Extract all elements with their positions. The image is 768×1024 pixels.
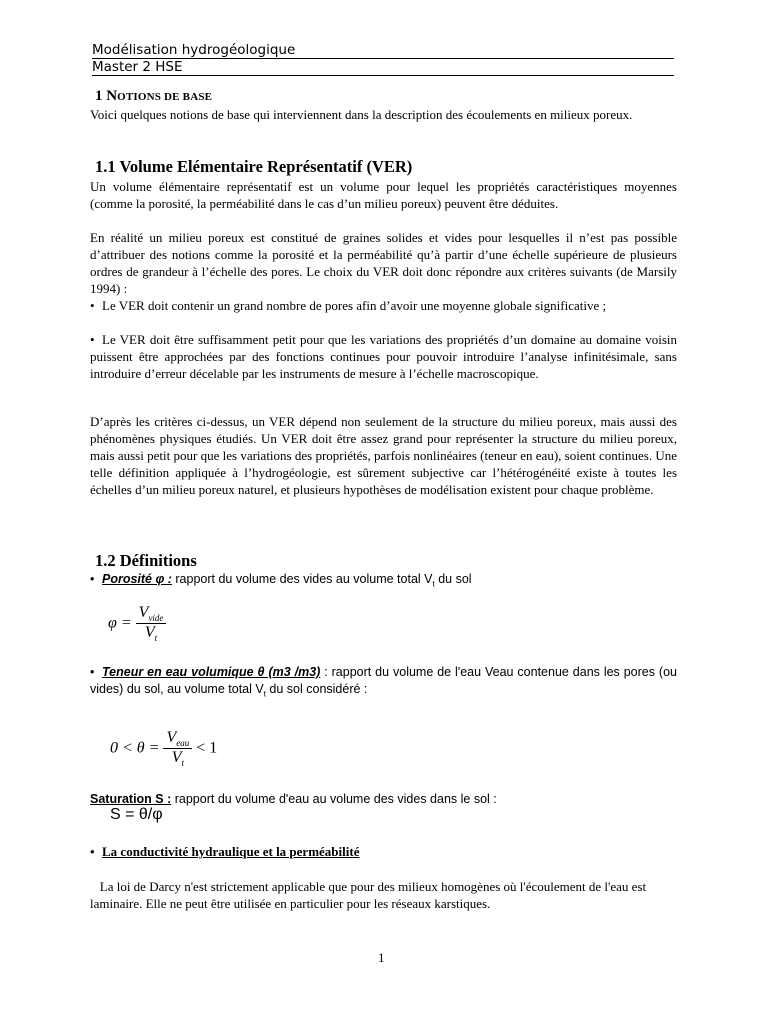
page-number: 1: [378, 950, 385, 965]
teneur-sub: t: [263, 689, 266, 699]
teneur-end: du sol considéré :: [265, 682, 368, 696]
section-1-2-heading: 1.2 Définitions: [95, 551, 197, 570]
teneur-definition: [90, 664, 677, 703]
water-content-formula: [110, 729, 217, 768]
f1-fraction: [136, 604, 167, 643]
f1-num-sub: vide: [148, 613, 164, 624]
ver-bullet-2: [90, 331, 677, 382]
ver-paragraph-2: En réalité un milieu poreux est constitué de graines solides et vides pour lesquelles il n’est pas possible d’attribuer des notions comme la porosité et la perméabilité qu’à partir d’une échelle supérieure de plusieurs ordres de grandeur à l’échelle des pores. Le choix du VER doit donc répondre aux critères suivants (de Marsily 1994) :: [90, 230, 677, 296]
bullet-icon: •: [90, 572, 95, 586]
ver-bullet-2-text: Le VER doit être suffisamment petit pour que les variations des propriétés d’un domaine au domaine voisin puissent être approchées par des fonctions continues pour pouvoir introduire l’analyse infinitésimale, sans introduire d’erreur décelable par les instruments de mesure à l’échelle macroscopique.: [90, 332, 677, 381]
header-title: Modélisation hydrogéologique: [92, 42, 674, 59]
bullet-icon: •: [90, 332, 95, 347]
section-1-1-heading: 1.1 Volume Elémentaire Représentatif (VER): [95, 157, 413, 176]
saturation-formula: S = θ/φ: [110, 806, 163, 823]
saturation-definition: [90, 791, 677, 808]
teneur-title: Teneur en eau volumique θ (m3 /m3): [102, 665, 321, 679]
porosite-title: Porosité φ :: [102, 572, 172, 586]
ver-bullet-1: [90, 297, 677, 314]
saturation-text: rapport du volume d'eau au volume des vides dans le sol :: [171, 792, 497, 806]
f2-rhs: < 1: [196, 739, 218, 757]
porosity-formula: [108, 604, 166, 643]
f2-den: V: [171, 749, 182, 767]
f2-num: V: [166, 729, 177, 746]
darcy-paragraph: La loi de Darcy n'est strictement applicable que pour des milieux homogènes où l'écoulement de l'eau est laminaire. Elle ne peut être utilisée en particulier pour les réseaux karstiques.: [90, 879, 650, 911]
ver-bullet-1-text: Le VER doit contenir un grand nombre de pores afin d’avoir une moyenne globale significative ;: [102, 298, 607, 313]
f2-num-sub: eau: [176, 738, 190, 749]
f1-lhs: φ =: [108, 614, 132, 632]
f1-num: V: [138, 604, 149, 621]
porosite-text: rapport du volume des vides au volume total V: [171, 572, 433, 586]
section-1-title-rest: OTIONS DE BASE: [117, 91, 213, 103]
saturation-title: Saturation S :: [90, 792, 172, 806]
porosite-sub: t: [432, 579, 435, 589]
teneur-text: : rapport du volume de l'eau Veau contenue dans les pores (ou vides) du sol, au volume total V: [90, 665, 677, 696]
ver-paragraph-1: Un volume élémentaire représentatif est un volume pour lequel les propriétés caractéristiques moyennes (comme la porosité, la perméabilité dans le cas d’un milieu poreux) peuvent être déduites.: [90, 179, 677, 211]
conductivite-heading: [90, 843, 677, 860]
bullet-icon: •: [90, 844, 95, 859]
f2-den-sub: t: [181, 758, 184, 769]
section-1-intro: Voici quelques notions de base qui interviennent dans la description des écoulements en milieux poreux.: [90, 107, 633, 122]
porosite-end: du sol: [434, 572, 472, 586]
f1-den-sub: t: [154, 633, 158, 644]
porosite-definition: [90, 571, 677, 593]
f1-den: V: [144, 624, 155, 642]
conductivite-title: La conductivité hydraulique et la perméabilité: [102, 844, 360, 859]
ver-paragraph-3: D’après les critères ci-dessus, un VER dépend non seulement de la structure du milieu poreux, mais aussi des phénomènes physiques étudiés. Un VER doit être assez grand pour représenter la structure du milieu poreux, mais aussi petit pour que les variations des propriétés, parfois nonlinéaires (teneur en eau), soient continues. Une telle définition appliquée à l’hydrogéologie, est sûrement subjective car l’hétérogénéité existe à toutes les échelles d’un milieu poreux naturel, et plusieurs hypothèses de modélisation existent pour chaque problème.: [90, 414, 677, 497]
header-subtitle: Master 2 HSE: [92, 59, 674, 76]
section-1-number: 1: [95, 88, 103, 104]
bullet-icon: •: [90, 665, 95, 679]
section-1-heading: [95, 88, 212, 105]
bullet-icon: •: [90, 298, 95, 313]
f2-lhs: 0 < θ =: [110, 739, 160, 757]
f2-fraction: [163, 729, 192, 768]
section-1-title-cap: N: [106, 88, 118, 104]
